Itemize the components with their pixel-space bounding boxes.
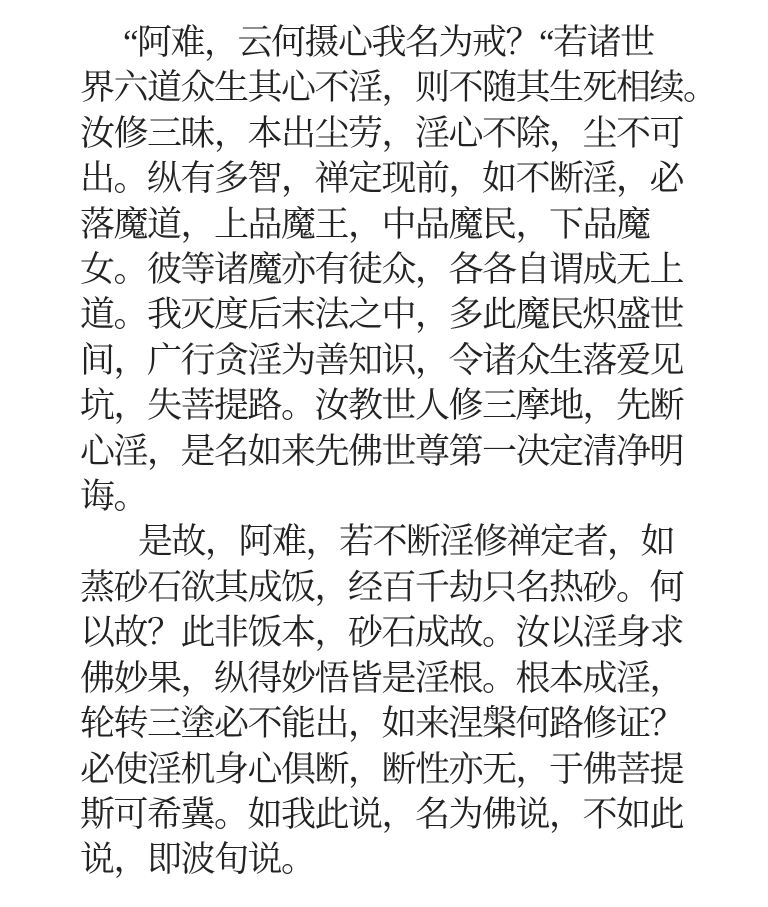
- text-line: 诲。: [80, 477, 148, 517]
- text-line: 坑，失菩提路。汝教世人修三摩地，先断: [80, 386, 684, 426]
- text-line: 蒸砂石欲其成饭，经百千劫只名热砂。何: [80, 567, 684, 607]
- text-line: 道。我灭度后末法之中，多此魔民炽盛世: [80, 295, 684, 335]
- text-line: 轮转三塗必不能出，如来涅槃何路修证？: [80, 704, 684, 744]
- paragraph-steaming-sand-analogy: [80, 519, 728, 882]
- text-line: 佛妙果，纵得妙悟皆是淫根。根本成淫，: [80, 658, 684, 698]
- text-line: “阿难，云何摄心我名为戒？“若诸世: [123, 23, 654, 62]
- text-line: 间，广行贪淫为善知识，令诸众生落爱见: [80, 340, 684, 380]
- text-line: 以故？此非饭本，砂石成故。汝以淫身求: [80, 613, 684, 653]
- text-line: 出。纵有多智，禅定现前，如不断淫，必: [80, 159, 684, 199]
- text-line: 女。彼等诸魔亦有徒众，各各自谓成无上: [80, 250, 684, 290]
- text-line: 是故，阿难，若不断淫修禅定者，如: [138, 522, 675, 562]
- text-line: 界六道众生其心不淫，则不随其生死相续。: [80, 68, 717, 108]
- paragraph-precept-on-lust: [80, 20, 728, 519]
- text-line: 必使淫机身心俱断，断性亦无，于佛菩提: [80, 749, 684, 789]
- text-line: 说，即波旬说。: [80, 840, 315, 880]
- text-line: 汝修三昧，本出尘劳，淫心不除，尘不可: [80, 113, 684, 153]
- text-line: 落魔道，上品魔王，中品魔民，下品魔: [80, 204, 650, 244]
- text-line: 斯可希冀。如我此说，名为佛说，不如此: [80, 794, 684, 834]
- scripture-text-block: [80, 20, 728, 883]
- text-line: 心淫，是名如来先佛世尊第一决定清净明: [80, 431, 684, 471]
